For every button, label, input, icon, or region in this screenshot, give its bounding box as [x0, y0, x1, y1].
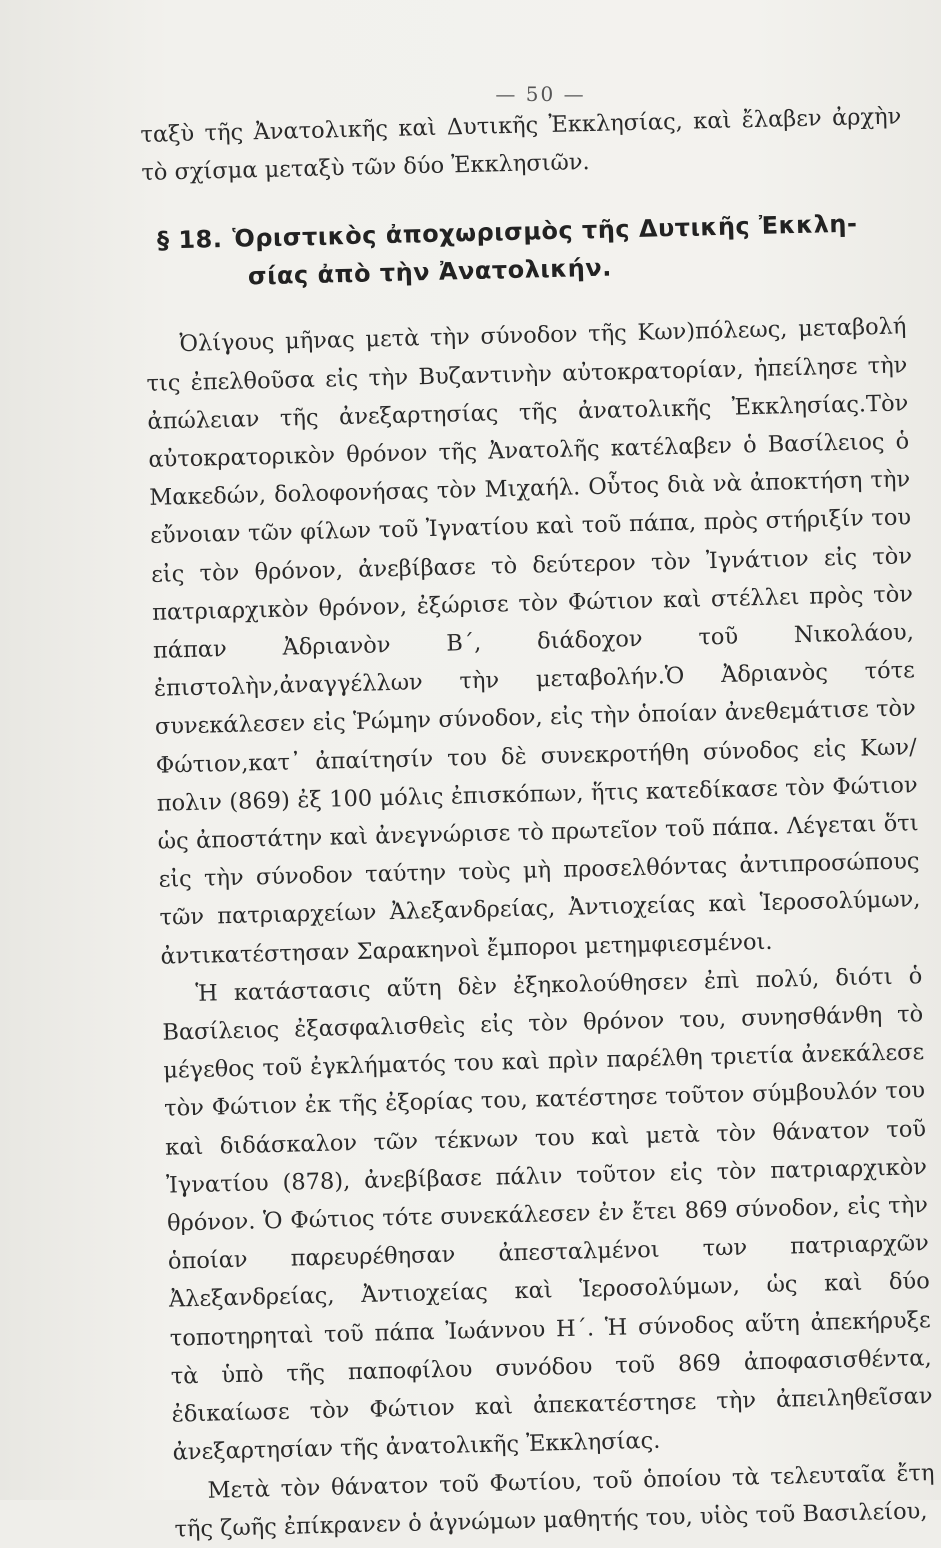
section-heading [143, 204, 906, 299]
body-paragraph-3: Μετὰ τὸν θάνατον τοῦ Φωτίου, τοῦ ὁποίου τὰ τελευταῖα ἔτη τῆς ζωῆς ἐπίκρανεν ὁ ἀγνώμων μαθητής του, υἱὸς τοῦ Βασιλείου, [174, 1459, 935, 1543]
body-paragraph-1: Ὀλίγους μῆνας μετὰ τὴν σύνοδον τῆς Κων)πόλεως, μεταβολή τις ἐπελθοῦσα εἰς τὴν Βυζαντινὴν αὐτοκρατορίαν, ἠπείλησε τὴν ἀπώλειαν τῆς ἀνεξαρτησίας τῆς ἀνατολικῆς Ἐκκλησίας.Τὸν αὐτοκρατορικὸν θρόνον τῆς Ἀνατολῆς κατέλαβεν ὁ Βασίλειος ὁ Μακεδών, δολοφονήσας τὸν Μιχαήλ. Οὗτος διὰ νὰ ἀποκτήση τὴν εὔνοιαν τῶν φίλων τοῦ Ἰγνατίου καὶ τοῦ πάπα, πρὸς στήριξίν του εἰς τὸν θρόνον, ἀνεβίβασε τὸ δεύτερον τὸν Ἰγνάτιον εἰς τὸν πατριαρχικὸν θρόνον, ἐξώρισε τὸν Φώτιον καὶ στέλλει πρὸς τὸν πάπαν Ἀδριανὸν Β΄, διάδοχον τοῦ Νικολάου, ἐπιστολὴν,ἀναγγέλλων τὴν μεταβολήν.Ὁ Ἀδριανὸς τότε συνεκάλεσεν εἰς Ῥώμην σύνοδον, εἰς τὴν ὁποίαν ἀνεθεμάτισε τὸν Φώτιον,κατ᾽ ἀπαίτησίν του δὲ συνεκροτήθη σύνοδος εἰς Κων/πολιν (869) ἐξ 100 μόλις ἐπισκόπων, ἥτις κατεδίκασε τὸν Φώτιον ὡς ἀποστάτην καὶ ἀνεγνώρισε τὸ πρωτεῖον τοῦ πάπα. Λέγεται ὅτι εἰς τὴν σύνοδον ταύτην τοὺς μὴ προσελθόντας ἀντιπροσώπους τῶν πατριαρχείων Ἀλεξανδρείας, Ἀντιοχείας καὶ Ἱεροσολύμων, ἀντικατέστησαν Σαρακηνοὶ ἔμποροι μετημφιεσμένοι. [146, 313, 921, 970]
body-paragraph-2: Ἡ κατάστασις αὕτη δὲν ἐξηκολούθησεν ἐπὶ πολύ, διότι ὁ Βασίλειος ἐξασφαλισθεὶς εἰς τὸν θρόνον του, συνησθάνθη τὸ μέγεθος τοῦ ἐγκλήματός του καὶ πρὶν παρέλθη τριετία ἀνεκάλεσε τὸν Φώτιον ἐκ τῆς ἐξορίας του, κατέστησε τοῦτον σύμβουλόν του καὶ διδάσκαλον τῶν τέκνων του καὶ μετὰ τὸν θάνατον τοῦ Ἰγνατίου (878), ἀνεβίβασε πάλιν τοῦτον εἰς τὸν πατριαρχικὸν θρόνον. Ὁ Φώτιος τότε συνεκάλεσεν ἐν ἔτει 869 σύνοδον, εἰς τὴν ὁποίαν παρευρέθησαν ἀπεσταλμένοι των πατριαρχῶν Ἀλεξανδρείας, Ἀντιοχείας καὶ Ἱεροσολύμων, ὡς καὶ δύο τοποτηρηταὶ τοῦ πάπα Ἰωάννου Η΄. Ἡ σύνοδος αὕτη ἀπεκήρυξε τὰ ὑπὸ τῆς παποφίλου συνόδου τοῦ 869 ἀποφασισθέντα, ἐδικαίωσε τὸν Φώτιον καὶ ἀπεκατέστησε τὴν ἀπειληθεῖσαν ἀνεξαρτησίαν τῆς ἀνατολικῆς Ἐκκλησίας. [162, 963, 933, 1466]
section-title-line1: Ὁριστικὸς ἀποχωρισμὸς τῆς Δυτικῆς Ἐκκλη- [232, 209, 858, 254]
text-block [140, 97, 936, 1548]
section-number: § 18. [156, 225, 223, 256]
page-number: — 50 — [495, 82, 586, 106]
section-title-line2: σίας ἀπὸ τὴν Ἀνατολικήν. [247, 253, 613, 291]
continuation-paragraph: ταξὺ τῆς Ἀνατολικῆς καὶ Δυτικῆς Ἐκκλησίας, καὶ ἔλαβεν ἀρχὴν τὸ σχίσμα μεταξὺ τῶν δύο Ἐκκλησιῶν. [140, 103, 902, 187]
